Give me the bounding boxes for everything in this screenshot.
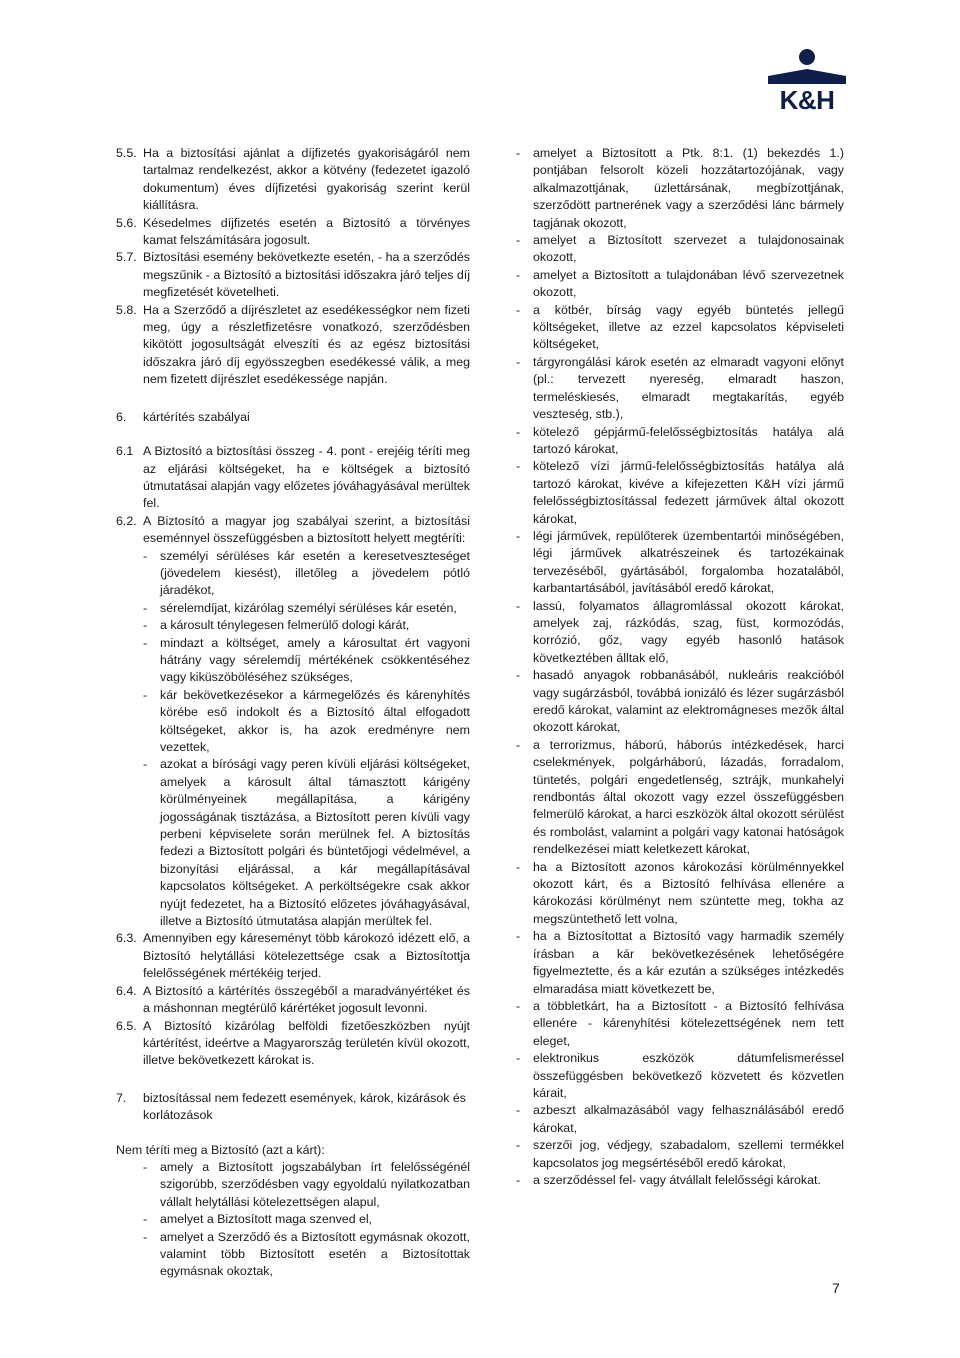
clause-5-8 [116, 302, 470, 389]
clause-text: Ha a Szerződő a díjrészletet az esedékességkor nem fizeti meg, úgy a részletfizetésre vonatkozó, szerződésben kikötött jogosultságát elveszíti és az egész biztosítási időszakra járó díj egyösszegben esedékessé válik, a meg nem fizetett díjrészlet esedékessége napján. [143, 302, 470, 387]
clause-6-1 [116, 443, 470, 513]
clause-text: A Biztosító a kártérítés összegéből a maradványértéket és a máshonnan megtérülő kárértéket jogosult levonni. [143, 983, 470, 1016]
clause-6-4 [116, 983, 470, 1018]
clause-number: 6.4. [116, 983, 137, 998]
clause-text: Ha a biztosítási ajánlat a díjfizetés gyakoriságáról nem tartalmaz rendelkezést, akkor a kötvény (fedezetet igazoló dokumentum) éves díjfizetési gyakoriság szerint kerül kiállításra. [143, 146, 470, 213]
section-7-intro: Nem téríti meg a Biztosító (azt a kárt): [116, 1142, 325, 1157]
list-item: - kár bekövetkezésekor a kármegelőzés és kárenyhítés körébe eső indokolt és a Biztosító által elfogadott költségeket, akkor is, ha azok eredményre nem vezettek, [143, 687, 470, 754]
list-item: - mindazt a költséget, amely a károsultat ért vagyoni hátrány vagy sérelemdíj mértékének csökkentéséhez vagy kiküszöböléséhez szükséges, [143, 635, 470, 685]
list-item: - személyi sérüléses kár esetén a keresetveszteséget (jövedelem kiesést), illetőleg a jövedelem pótló járadékot, [143, 548, 470, 598]
list-item: - ha a Biztosított azonos károkozási körülménnyekkel okozott kárt, és a Biztosító felhívása ellenére a károkozási körülményt nem szüntette meg, tokha az megszüntethető lett volna, [516, 859, 844, 926]
list-item: - szerzői jog, védjegy, szabadalom, szellemi termékkel kapcsolatos jog megsértéséből eredő károkat, [516, 1138, 844, 1170]
list-item: - amelyet a Szerződő és a Biztosított egymásnak okozott, valamint több Biztosított esetén a Biztosítottak egymásnak okoztak, [143, 1229, 470, 1279]
section-heading-6 [116, 409, 470, 426]
clause-text: Amennyiben egy káreseményt több károkozó idézett elő, a Biztosító helytállási kötelezettsége csak a Biztosítottja felelősségének mértékéig terjed. [143, 931, 470, 981]
clause-5-6 [116, 215, 470, 250]
section-title: kártérítés szabályai [143, 409, 250, 424]
clause-number: 5.6. [116, 215, 137, 230]
section-7-list [116, 1159, 470, 1281]
clause-number: 5.5. [116, 146, 137, 160]
list-item: - amelyet a Biztosított maga szenved el, [143, 1212, 373, 1227]
logo-text: K&H [779, 85, 835, 115]
list-item: - amelyet a Biztosított szervezet a tulajdonosainak okozott, [516, 233, 844, 265]
list-item: - a kötbér, bírság vagy egyéb büntetés jellegű költségeket, illetve az ezzel kapcsolatos képviseleti költségeket, [516, 302, 844, 352]
section-number: 6. [116, 409, 127, 424]
clause-text: A Biztosító a biztosítási összeg - 4. pont - erejéig téríti meg az eljárási költségeket, ha e költségek a biztosító útmutatásai alapján vagy előzetes jóváhagyásával merültek fel. [143, 444, 470, 511]
page-number: 7 [832, 1280, 840, 1296]
clause-6-3 [116, 930, 470, 982]
clause-6-2 [116, 513, 470, 548]
clause-5-7 [116, 249, 470, 301]
clause-6-2-list [116, 548, 470, 931]
kh-logo [764, 46, 850, 114]
section-number: 7. [116, 1090, 127, 1105]
clause-text: Biztosítási esemény bekövetkezte esetén, - ha a szerződés megszűnik - a Biztosító a biztosítási időszakra járó teljes díj megfizetését követelheti. [143, 250, 470, 300]
clause-6-5 [116, 1018, 470, 1070]
list-item: - kötelező gépjármű-felelősségbiztosítás hatálya alá tartozó károkat, [516, 424, 844, 456]
left-column [116, 145, 470, 1281]
clause-5-5 [116, 145, 470, 215]
list-item: - azbeszt alkalmazásából vagy felhasználásából eredő károkat, [516, 1103, 844, 1135]
list-item: - elektronikus eszközök dátumfelismeréssel összefüggésben bekövetkező közvetett és közvetlen kárait, [516, 1051, 844, 1100]
clause-number: 6.1 [116, 444, 134, 459]
list-item: - azokat a bírósági vagy peren kívüli eljárási költségeket, amelyek a károsult által támasztott kárigény körülményeinek megállapítása, a kárigény jogosságának tisztázása, a Biztosított peren kívüli vagy perbeni képviselete során merülnek fel. A biztosítás fedezi a Biztosított polgári és büntetőjogi védelmével, a bizonyítási eljárással, a kár megállapításával kapcsolatos költségeket. A perköltségekre csak akkor nyújt fedezetet, ha a Biztosító előzetes jóváhagyásával, illetve a Biztosító útmutatása alapján merültek fel. [143, 757, 470, 929]
list-item: - amelyet a Biztosított a Ptk. 8:1. (1) bekezdés 1.) pontjában felsorolt közeli hozzátartozójának, vagy alkalmazottjának, üzlettársának, megbízottjának, szerződött partnerének vagy a szerződési lánc bármely tagjának okozott, [516, 146, 844, 230]
list-item: - amelyet a Biztosított a tulajdonában lévő szervezetnek okozott, [516, 267, 844, 300]
clause-text: Késedelmes díjfizetés esetén a Biztosító a törvényes kamat felszámítására jogosult. [143, 215, 470, 248]
list-item: - légi járművek, repülőterek üzembentartói minőségében, légi járművek alkatrészeinek és tartozékainak tervezéséből, gyártásából, forgalomba hozatalából, karbantartásából, javításából eredő károkat, [516, 528, 844, 596]
clause-text: A Biztosító kizárólag belföldi fizetőeszközben nyújt kártérítést, ideértve a Magyarország területén kívül okozott, illetve bekövetkezett károkat is. [143, 1018, 470, 1068]
clause-number: 6.2. [116, 513, 137, 528]
list-item: - sérelemdíjat, kizárólag személyi sérüléses kár esetén, [143, 600, 457, 615]
list-item: - a többletkárt, ha a Biztosított - a Biztosító felhívása ellenére - kárenyhítési kötelezettségének nem tett eleget, [516, 998, 844, 1048]
section-title: biztosítással nem fedezett események, károk, kizárások és korlátozások [143, 1090, 466, 1123]
clause-number: 6.3. [116, 931, 137, 946]
list-item: - tárgyrongálási károk esetén az elmaradt vagyoni előnyt (pl.: tervezett nyereség, elmaradt haszon, termeléskiesés, elmaradt megtakarítás, egyéb veszteség, stb.), [516, 354, 844, 422]
clause-text: A Biztosító a magyar jog szabályai szerint, a biztosítási eseménnyel összefüggésben a biztosított helyett megtéríti: [143, 513, 470, 546]
list-item: - kötelező vízi jármű-felelősségbiztosítás hatálya alá tartozó károkat, kivéve a kifejezetten K&H vízi jármű felelősségbiztosítással fedezett járművek által okozott károkat, [516, 459, 844, 526]
list-item: - hasadó anyagok robbanásából, nukleáris reakcióból vagy sugárzásból, továbbá ionizáló és lézer sugárzásból eredő károkat, valamint az elektromágneses mezők által okozott károkat, [516, 668, 844, 735]
clause-number: 6.5. [116, 1018, 137, 1033]
list-item: - a szerződéssel fel- vagy átvállalt felelősségi károkat. [516, 1172, 821, 1187]
logo-figure-icon [764, 46, 850, 88]
list-item: - ha a Biztosítottat a Biztosító vagy harmadik személy írásban a kár bekövetkezésének lehetőségére figyelmeztette, és a kár ezután a szükséges intézkedés elmaradása miatt következett be, [516, 929, 844, 996]
list-item: - a terrorizmus, háború, háborús intézkedések, harci cselekmények, polgárháború, lázadás, forradalom, tüntetés, polgári engedetlenség, sztrájk, munkahelyi rendbontás által okozott vagy ezzel összefüggésben felmerülő károkat, a harci eszközök által okozott sérülést és rombolást, valamint a polgári vagy katonai hatóságok rendelkezései miatt keletkezett károkat, [516, 737, 844, 857]
list-item: - lassú, folyamatos állagromlással okozott károkat, amelyek zaj, rázkódás, szag, füst, kormozódás, korrózió, gőz, vagy egyéb hasonló hatások következtében álltak elő, [516, 598, 844, 665]
clause-number: 5.8. [116, 302, 137, 317]
clause-number: 5.7. [116, 250, 137, 265]
list-item: - a károsult ténylegesen felmerülő dologi kárát, [143, 618, 410, 633]
list-item: - amely a Biztosított jogszabályban írt felelősségénél szigorúbb, szerződésben vagy egyoldalú nyilatkozatban vállalt helytállási kötelezettségen alapul, [143, 1159, 470, 1209]
right-column [516, 145, 844, 1189]
section-heading-7 [116, 1090, 470, 1125]
